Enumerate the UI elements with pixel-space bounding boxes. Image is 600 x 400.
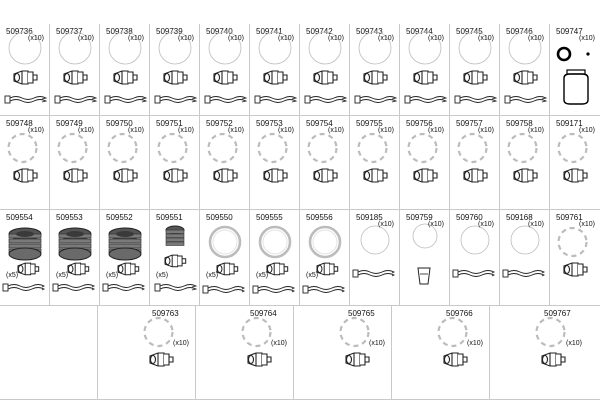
part-cell: [0, 116, 50, 210]
gasket-connector-icon: [250, 210, 300, 306]
pack-quantity: (x10): [178, 35, 194, 42]
part-number: 509737: [56, 27, 83, 36]
part-number: 509749: [56, 119, 83, 128]
part-cell: [250, 24, 300, 116]
part-number: 509748: [6, 119, 33, 128]
part-cell: [150, 24, 200, 116]
pack-quantity: (x10): [579, 35, 595, 42]
part-cell: [50, 210, 100, 306]
part-cell: [500, 210, 550, 306]
part-number: 509744: [406, 27, 433, 36]
part-cell: [200, 116, 250, 210]
pack-quantity: (x10): [271, 340, 287, 347]
part-number: 509740: [206, 27, 233, 36]
pack-quantity: (x10): [28, 127, 44, 134]
part-cell: [300, 116, 350, 210]
pack-quantity: (x10): [28, 35, 44, 42]
part-number: 509552: [106, 213, 133, 222]
part-number: 509766: [446, 309, 473, 318]
pack-quantity: (x10): [478, 127, 494, 134]
part-number: 509743: [356, 27, 383, 36]
bellows-boot-wire-icon: [100, 210, 150, 306]
part-cell: [200, 24, 250, 116]
pack-quantity: (x5): [206, 272, 219, 279]
pack-quantity: (x10): [478, 35, 494, 42]
part-number: 509764: [250, 309, 277, 318]
part-number: 509185: [356, 213, 383, 222]
part-cell: [100, 24, 150, 116]
part-number: 509551: [156, 213, 183, 222]
pack-quantity: (x10): [328, 35, 344, 42]
part-cell: [98, 306, 196, 400]
part-cell: [350, 24, 400, 116]
part-number: 509765: [348, 309, 375, 318]
part-number: 509555: [256, 213, 283, 222]
part-number: 509741: [256, 27, 283, 36]
pack-quantity: (x10): [369, 340, 385, 347]
pack-quantity: (x10): [428, 127, 444, 134]
part-number: 509747: [556, 27, 583, 36]
part-cell: [392, 306, 490, 400]
part-number: 509554: [6, 213, 33, 222]
part-number: 509758: [506, 119, 533, 128]
part-cell: [490, 306, 588, 400]
pack-quantity: (x10): [378, 127, 394, 134]
part-cell: [550, 24, 600, 116]
part-cell: [50, 116, 100, 210]
pack-quantity: (x10): [228, 35, 244, 42]
part-number: 509746: [506, 27, 533, 36]
part-cell: [450, 24, 500, 116]
pack-quantity: (x10): [328, 127, 344, 134]
part-number: 509750: [106, 119, 133, 128]
part-cell: [250, 210, 300, 306]
part-cell: [400, 116, 450, 210]
pack-quantity: (x10): [428, 35, 444, 42]
pack-quantity: (x10): [478, 221, 494, 228]
part-number: 509767: [544, 309, 571, 318]
part-cell: [300, 210, 350, 306]
part-cell: [100, 210, 150, 306]
part-cell: [150, 210, 200, 306]
part-cell: [400, 210, 450, 306]
pack-quantity: (x10): [428, 221, 444, 228]
gasket-connector-icon: [200, 210, 250, 306]
pack-quantity: (x10): [579, 127, 595, 134]
catalog-row: [0, 306, 600, 400]
part-cell: [500, 116, 550, 210]
pack-quantity: (x10): [128, 127, 144, 134]
part-cell: [550, 116, 600, 210]
part-number: 509757: [456, 119, 483, 128]
part-number: 509759: [406, 213, 433, 222]
part-cell: [400, 24, 450, 116]
empty-cell: [0, 306, 98, 400]
seal-ring-connector-icon: [98, 306, 196, 400]
part-cell: [294, 306, 392, 400]
pack-quantity: (x10): [178, 127, 194, 134]
part-cell: [450, 210, 500, 306]
part-cell: [250, 116, 300, 210]
part-cell: [0, 24, 50, 116]
part-number: 509763: [152, 309, 179, 318]
pack-quantity: (x10): [579, 221, 595, 228]
bellows-boot-wire-icon: [50, 210, 100, 306]
gasket-connector-icon: [300, 210, 350, 306]
pack-quantity: (x10): [378, 221, 394, 228]
part-number: 509742: [306, 27, 333, 36]
pack-quantity: (x10): [78, 35, 94, 42]
part-cell: [50, 24, 100, 116]
part-number: 509556: [306, 213, 333, 222]
bellows-boot-wire-icon: [0, 210, 50, 306]
seal-ring-connector-icon: [490, 306, 588, 400]
pack-quantity: (x5): [6, 272, 19, 279]
part-number: 509755: [356, 119, 383, 128]
part-number: 509171: [556, 119, 583, 128]
part-cell: [0, 210, 50, 306]
catalog-row: [0, 24, 600, 116]
part-number: 509739: [156, 27, 183, 36]
part-cell: [196, 306, 294, 400]
pack-quantity: (x10): [278, 127, 294, 134]
catalog-row: [0, 210, 600, 306]
catalog-row: [0, 116, 600, 210]
part-number: 509745: [456, 27, 483, 36]
pack-quantity: (x5): [106, 272, 119, 279]
pack-quantity: (x10): [566, 340, 582, 347]
part-cell: [500, 24, 550, 116]
part-number: 509760: [456, 213, 483, 222]
pack-quantity: (x10): [78, 127, 94, 134]
part-number: 509736: [6, 27, 33, 36]
pack-quantity: (x10): [378, 35, 394, 42]
part-number: 509550: [206, 213, 233, 222]
part-number: 509752: [206, 119, 233, 128]
seal-ring-connector-icon: [196, 306, 294, 400]
part-cell: [550, 210, 600, 306]
part-number: 509761: [556, 213, 583, 222]
seal-ring-connector-icon: [294, 306, 392, 400]
pack-quantity: (x10): [278, 35, 294, 42]
pack-quantity: (x10): [528, 221, 544, 228]
pack-quantity: (x5): [306, 272, 319, 279]
part-cell: [200, 210, 250, 306]
part-number: 509553: [56, 213, 83, 222]
part-cell: [350, 210, 400, 306]
part-number: 509756: [406, 119, 433, 128]
part-cell: [150, 116, 200, 210]
seal-ring-connector-icon: [392, 306, 490, 400]
part-cell: [100, 116, 150, 210]
part-cell: [450, 116, 500, 210]
pack-quantity: (x10): [173, 340, 189, 347]
part-number: 509738: [106, 27, 133, 36]
pack-quantity: (x5): [256, 272, 269, 279]
part-cell: [300, 24, 350, 116]
part-number: 509168: [506, 213, 533, 222]
pack-quantity: (x10): [228, 127, 244, 134]
pack-quantity: (x10): [528, 127, 544, 134]
pack-quantity: (x10): [528, 35, 544, 42]
pack-quantity: (x10): [467, 340, 483, 347]
part-number: 509753: [256, 119, 283, 128]
part-number: 509751: [156, 119, 183, 128]
part-cell: [350, 116, 400, 210]
pack-quantity: (x5): [56, 272, 69, 279]
pack-quantity: (x10): [128, 35, 144, 42]
pack-quantity: (x5): [156, 272, 169, 279]
small-boot-wire-icon: [150, 210, 200, 306]
part-number: 509754: [306, 119, 333, 128]
